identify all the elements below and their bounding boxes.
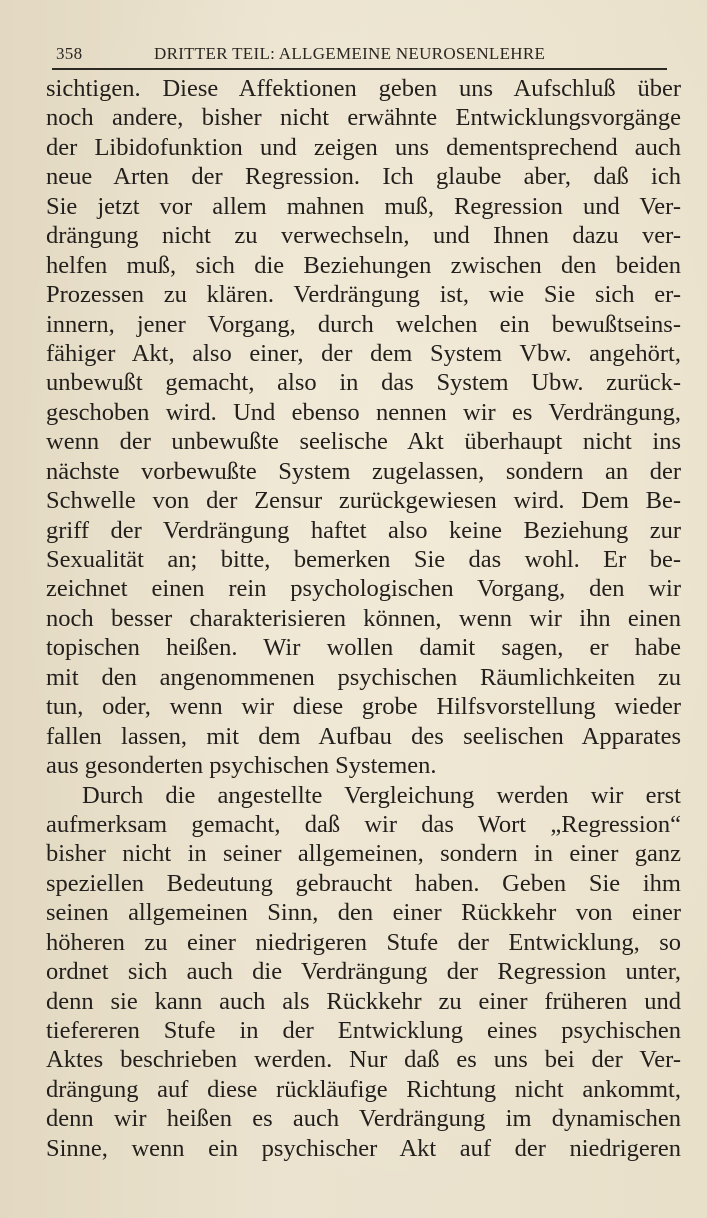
text-line: neue Arten der Regression. Ich glaube aber, daß ich bbox=[46, 163, 681, 191]
text-line: denn sie kann auch als Rückkehr zu einer früheren und bbox=[46, 987, 681, 1015]
text-line: denn wir heißen es auch Verdrängung im dynamischen bbox=[46, 1105, 681, 1133]
paragraph-end-line: aus gesonderten psychischen Systemen. bbox=[46, 752, 437, 780]
text-line: seinen allgemeinen Sinn, den einer Rückkehr von einer bbox=[46, 899, 681, 927]
text-line: sichtigen. Diese Affektionen geben uns Aufschluß über bbox=[46, 75, 681, 102]
text-line: noch besser charakterisieren können, wenn wir ihn einen bbox=[46, 604, 681, 632]
text-line: mit den angenommenen psychischen Räumlichkeiten zu bbox=[46, 663, 681, 691]
text-line: tiefereren Stufe in der Entwicklung eines psychischen bbox=[46, 1017, 681, 1044]
text-line: wenn der unbewußte seelische Akt überhaupt nicht ins bbox=[46, 428, 681, 456]
text-line: fähiger Akt, also einer, der dem System Vbw. angehört, bbox=[46, 339, 681, 367]
body-text bbox=[46, 74, 681, 1163]
text-line: der Libidofunktion und zeigen uns dementsprechend auch bbox=[46, 133, 681, 161]
text-line: höheren zu einer niedrigeren Stufe der Entwicklung, so bbox=[46, 928, 681, 956]
text-line: drängung nicht zu verwechseln, und Ihnen dazu ver- bbox=[46, 222, 681, 250]
text-line: aufmerksam gemacht, daß wir das Wort „Regression“ bbox=[46, 810, 681, 838]
text-line: zeichnet einen rein psychologischen Vorgang, den wir bbox=[46, 575, 681, 603]
text-line: Sie jetzt vor allem mahnen muß, Regression und Ver- bbox=[46, 192, 681, 220]
text-line: bisher nicht in seiner allgemeinen, sondern in einer ganz bbox=[46, 840, 681, 868]
text-line: noch andere, bisher nicht erwähnte Entwicklungsvorgänge bbox=[46, 104, 681, 132]
text-line: Sexualität an; bitte, bemerken Sie das wohl. Er be- bbox=[46, 546, 681, 573]
text-line: unbewußt gemacht, also in das System Ubw. zurück- bbox=[46, 369, 681, 397]
text-line: fallen lassen, mit dem Aufbau des seelischen Apparates bbox=[46, 722, 681, 750]
text-line: Prozessen zu klären. Verdrängung ist, wie Sie sich er- bbox=[46, 281, 681, 309]
text-line: Schwelle von der Zensur zurückgewiesen wird. Dem Be- bbox=[46, 487, 681, 515]
text-line: geschoben wird. Und ebenso nennen wir es Verdrängung, bbox=[46, 398, 681, 426]
text-line: drängung auf diese rückläufige Richtung nicht ankommt, bbox=[46, 1075, 681, 1103]
text-line: innern, jener Vorgang, durch welchen ein bewußtseins- bbox=[46, 310, 681, 338]
text-line: Aktes beschrieben werden. Nur daß es uns bei der Ver- bbox=[46, 1046, 681, 1074]
page-header bbox=[52, 40, 664, 68]
text-line: tun, oder, wenn wir diese grobe Hilfsvorstellung wieder bbox=[46, 693, 681, 721]
text-line: nächste vorbewußte System zugelassen, sondern an der bbox=[46, 457, 681, 485]
text-line: helfen muß, sich die Beziehungen zwischen den beiden bbox=[46, 251, 681, 279]
text-line: griff der Verdrängung haftet also keine Beziehung zur bbox=[46, 516, 681, 544]
text-line: Sinne, wenn ein psychischer Akt auf der niedrigeren bbox=[46, 1134, 681, 1162]
text-line: ordnet sich auch die Verdrängung der Regression unter, bbox=[46, 958, 681, 986]
text-line: topischen heißen. Wir wollen damit sagen, er habe bbox=[46, 634, 681, 662]
running-head: DRITTER TEIL: ALLGEMEINE NEUROSENLEHRE bbox=[154, 44, 546, 63]
text-line: speziellen Bedeutung gebraucht haben. Geben Sie ihm bbox=[46, 869, 681, 897]
header-rule bbox=[52, 68, 667, 70]
paragraph-start-line: Durch die angestellte Vergleichung werden wir erst bbox=[82, 781, 681, 809]
page-number: 358 bbox=[56, 44, 83, 63]
